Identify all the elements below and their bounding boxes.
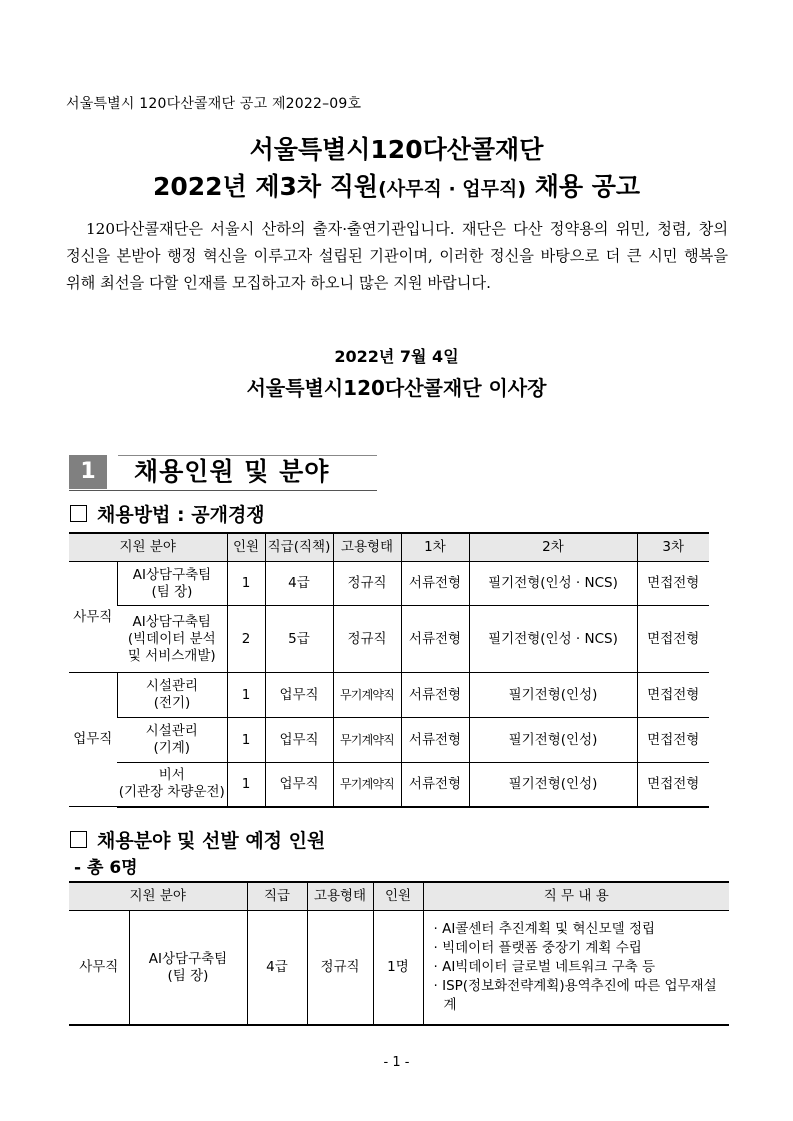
method-heading	[70, 500, 265, 527]
field-cell	[117, 562, 227, 606]
field-line: AI상담구축팀	[132, 566, 212, 583]
type-cell: 무기계약직	[333, 673, 401, 718]
field-line: AI상담구축팀	[132, 613, 211, 630]
title-line-1: 서울특별시120다산콜재단	[249, 135, 544, 164]
field-cell	[129, 911, 247, 1026]
round1-cell: 서류전형	[401, 673, 469, 718]
field-cell	[117, 763, 227, 807]
table-row	[69, 763, 709, 807]
type-cell: 정규직	[333, 606, 401, 673]
field-line: AI상담구축팀	[148, 950, 228, 967]
total-count: - 총 6명	[74, 858, 138, 878]
round3-cell: 면접전형	[637, 562, 709, 606]
header-grade: 직급(직책)	[265, 533, 333, 562]
type-cell: 정규직	[333, 562, 401, 606]
grade-cell: 업무직	[265, 673, 333, 718]
title-line-2-small: (사무직 · 업무직)	[378, 178, 527, 200]
count-cell: 1	[227, 673, 265, 718]
duties-list	[424, 920, 730, 1015]
duties-table	[69, 881, 729, 1026]
count-cell: 1	[227, 718, 265, 763]
type-cell: 정규직	[307, 911, 373, 1026]
header-count: 인원	[227, 533, 265, 562]
round1-cell: 서류전형	[401, 718, 469, 763]
round2-cell: 필기전형(인성)	[469, 763, 637, 807]
field-cell	[117, 718, 227, 763]
section-title: 채용인원 및 분야	[134, 457, 330, 486]
selection-heading-text: 채용분야 및 선발 예정 인원	[97, 830, 326, 852]
field-line: 및 서비스개발)	[127, 647, 216, 664]
round3-cell: 면접전형	[637, 763, 709, 807]
header-duties: 직 무 내 용	[423, 882, 729, 911]
round1-cell: 서류전형	[401, 606, 469, 673]
duty-item: · AI콜센터 추진계획 및 혁신모델 정립	[433, 921, 656, 937]
round1-cell: 서류전형	[401, 763, 469, 807]
count-cell: 2	[227, 606, 265, 673]
recruitment-table	[69, 532, 709, 808]
grade-cell: 5급	[265, 606, 333, 673]
grade-cell: 4급	[265, 562, 333, 606]
grade-cell: 4급	[247, 911, 307, 1026]
header-round1: 1차	[401, 533, 469, 562]
intro-paragraph: 120다산콜재단은 서울시 산하의 출자·출연기관입니다. 재단은 다산 정약용의 위민, 청렴, 창의 정신을 본받아 행정 혁신을 이루고자 설립된 기관이며, 이러한 정신을 바탕으로 더 큰 시민 행복을 위해 최선을 다할 인재를 모집하고자 하오니 많은 지원 바랍니다.	[66, 220, 728, 292]
header-round2: 2차	[469, 533, 637, 562]
table-row	[69, 911, 729, 1026]
header-type: 고용형태	[333, 533, 401, 562]
field-line: (팀 장)	[167, 967, 209, 984]
field-line: (전기)	[153, 695, 191, 711]
round3-cell: 면접전형	[637, 606, 709, 673]
method-heading-text: 채용방법 : 공개경쟁	[97, 504, 265, 526]
duty-item: · 빅데이터 플랫폼 중장기 계획 수립	[433, 940, 642, 956]
notice-number: 서울특별시 120다산콜재단 공고 제2022–09호	[66, 96, 362, 112]
field-line: 시설관리	[145, 678, 199, 694]
checkbox-icon	[70, 831, 87, 848]
duty-item: · AI빅데이터 글로벌 네트워크 구축 등	[433, 959, 656, 975]
table-header-row	[69, 533, 709, 562]
header-round3: 3차	[637, 533, 709, 562]
title-line-2-post: 채용 공고	[526, 172, 641, 201]
type-cell: 무기계약직	[333, 763, 401, 807]
field-line: (기관장 차량운전)	[118, 784, 225, 801]
header-field: 지원 분야	[69, 533, 227, 562]
count-cell: 1	[227, 562, 265, 606]
field-line: (기계)	[153, 740, 191, 756]
table-row	[69, 606, 709, 673]
table-header-row	[69, 882, 729, 911]
field-line: 비서	[158, 767, 185, 784]
category-cell: 사무직	[69, 562, 117, 673]
announcement-date: 2022년 7월 4일	[334, 347, 459, 366]
duty-item: · ISP(정보화전략계획)용역추진에 따른 업무재설계	[433, 978, 717, 1013]
round2-cell: 필기전형(인성)	[469, 718, 637, 763]
checkbox-icon	[70, 505, 87, 522]
issuer: 서울특별시120다산콜재단 이사장	[246, 376, 547, 400]
round1-cell: 서류전형	[401, 562, 469, 606]
section-number: 1	[69, 455, 107, 489]
count-cell: 1	[227, 763, 265, 807]
title-line-2	[0, 167, 793, 203]
round2-cell: 필기전형(인성)	[469, 673, 637, 718]
round3-cell: 면접전형	[637, 718, 709, 763]
field-line: (팀 장)	[151, 583, 193, 600]
header-type: 고용형태	[307, 882, 373, 911]
table-row	[69, 718, 709, 763]
round2-cell: 필기전형(인성 · NCS)	[469, 606, 637, 673]
round3-cell: 면접전형	[637, 673, 709, 718]
field-cell	[117, 673, 227, 718]
grade-cell: 업무직	[265, 718, 333, 763]
table-row	[69, 673, 709, 718]
title-line-2-pre: 2022년 제3차 직원	[152, 172, 379, 201]
grade-cell: 업무직	[265, 763, 333, 807]
field-cell	[117, 606, 227, 673]
field-line: 시설관리	[145, 723, 198, 739]
duties-cell	[423, 911, 729, 1026]
field-line: (빅데이터 분석	[127, 630, 216, 647]
round2-cell: 필기전형(인성 · NCS)	[469, 562, 637, 606]
page-number: - 1 -	[383, 1055, 410, 1070]
type-cell: 무기계약직	[333, 718, 401, 763]
count-cell: 1명	[373, 911, 423, 1026]
category-cell: 업무직	[69, 673, 117, 807]
section-underline	[69, 490, 377, 491]
header-count: 인원	[373, 882, 423, 911]
category-cell: 사무직	[69, 911, 129, 1026]
header-field: 지원 분야	[69, 882, 247, 911]
table-row	[69, 562, 709, 606]
header-grade: 직급	[247, 882, 307, 911]
selection-heading	[70, 826, 325, 853]
